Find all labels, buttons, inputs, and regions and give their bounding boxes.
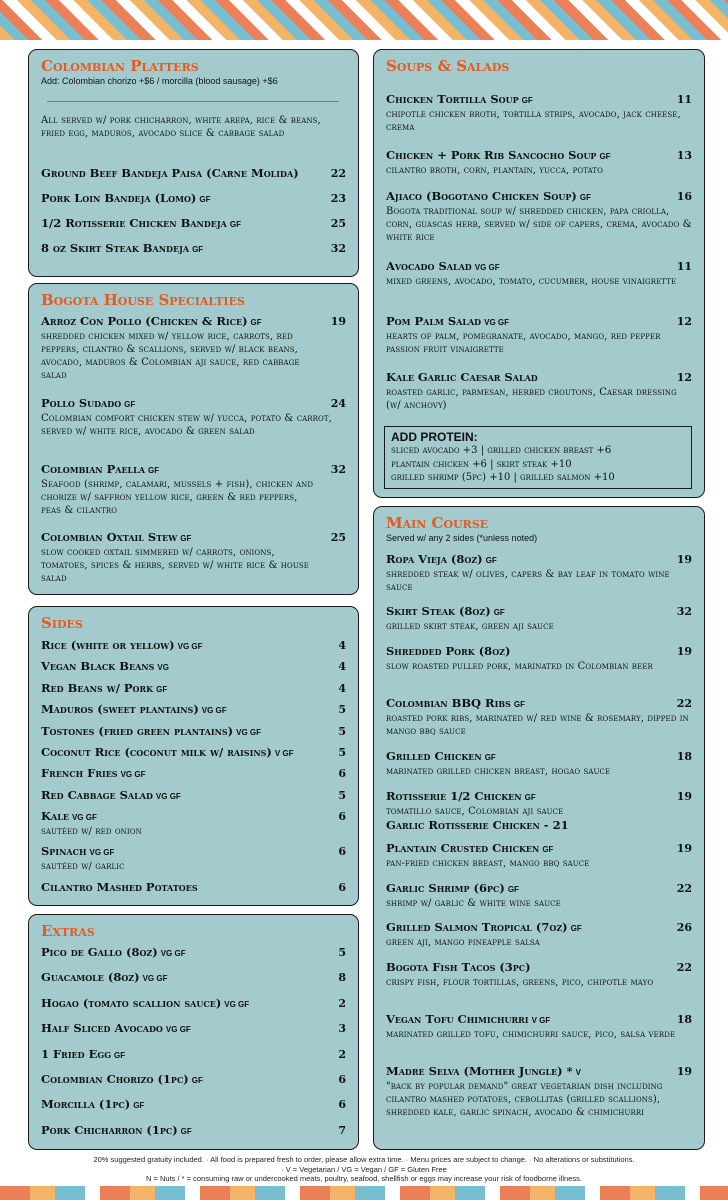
platters-divider bbox=[47, 101, 339, 102]
menu-item: Tostones (fried green plantains) VG GF 5 bbox=[41, 724, 346, 738]
protein-line: sliced avocado +3 | grilled chicken breast +6 bbox=[391, 445, 612, 456]
menu-item: Pollo Sudado GF 24 Colombian comfort chicken stew w/ yucca, potato & carrot, served w/ white rice, avocado & green salad bbox=[41, 396, 346, 437]
add-protein-title: ADD PROTEIN: bbox=[391, 430, 478, 444]
menu-item: Vegan Black Beans VG 4 bbox=[41, 659, 346, 673]
platters-title: Colombian Platters bbox=[41, 57, 199, 75]
menu-item: Cilantro Mashed Potatoes 6 bbox=[41, 880, 346, 894]
menu-item: Spinach VG GF 6 sautéed w/ garlic bbox=[41, 844, 346, 872]
menu-item: Maduros (sweet plantains) VG GF 5 bbox=[41, 702, 346, 716]
menu-item: French Fries VG GF 6 bbox=[41, 766, 346, 780]
add-protein-box bbox=[384, 426, 692, 489]
extras-panel bbox=[28, 914, 359, 1150]
menu-item: Garlic Shrimp (6pc) GF 22 shrimp w/ garlic & white wine sauce bbox=[386, 881, 692, 909]
menu-item: Red Beans w/ Pork GF 4 bbox=[41, 681, 346, 695]
menu-item: Colombian BBQ Ribs GF 22 roasted pork ribs, marinated w/ red wine & rosemary, dipped in mango bbq sauce bbox=[386, 696, 692, 737]
menu-item: Chicken Tortilla Soup GF 11 chipotle chicken broth, tortilla strips, avocado, jack cheese, crema bbox=[386, 92, 692, 133]
sides-panel bbox=[28, 606, 359, 906]
platters-panel bbox=[28, 49, 359, 277]
menu-item: Pork Chicharron (1pc) GF 7 bbox=[41, 1123, 346, 1137]
menu-item: Ground Beef Bandeja Paisa (Carne Molida) 22 bbox=[41, 166, 346, 180]
menu-item: Arroz Con Pollo (Chicken & Rice) GF 19 shredded chicken mixed w/ yellow rice, carrots, red peppers, cilantro & scallions, served w/ black beans, avocado, maduros & Colombian aji sauce, red cabbage salad bbox=[41, 314, 346, 381]
menu-item: Vegan Tofu Chimichurri V GF 18 marinated grilled tofu, chimichurri sauce, pico, salsa verde bbox=[386, 1012, 692, 1040]
menu-item: Skirt Steak (8oz) GF 32 grilled skirt steak, green aji sauce bbox=[386, 604, 692, 632]
menu-item: Pom Palm Salad VG GF 12 hearts of palm, pomegranate, avocado, mango, red pepper passion fruit vinaigrette bbox=[386, 314, 692, 355]
menu-item: Kale Garlic Caesar Salad 12 roasted garlic, parmesan, herbed croutons, Caesar dressing (w/ anchovy) bbox=[386, 370, 692, 411]
soups-salads-panel bbox=[373, 49, 705, 498]
specialties-panel bbox=[28, 283, 359, 595]
menu-item: Madre Selva (Mother Jungle) * V 19 "back by popular demand" great vegetarian dish including cilantro mashed potatoes, cebollitas (grilled scallions), shredded kale, garlic spinach, avocado & chimichurri bbox=[386, 1064, 692, 1118]
footer-line: 20% suggested gratuity included. · All food is prepared fresh to order, please allow extra time. · Menu prices are subject to change. · No alterations or substitutions. bbox=[93, 1155, 635, 1164]
menu-item: 8 oz Skirt Steak Bandeja GF 32 bbox=[41, 241, 346, 255]
footer-line: N = Nuts / * = consuming raw or undercooked meats, poultry, seafood, shellfish or eggs may increase your risk of foodborne illness. bbox=[146, 1174, 582, 1183]
menu-item: Colombian Oxtail Stew GF 25 slow cooked oxtail simmered w/ carrots, onions, tomatoes, spices & herbs, served w/ white rice & house salad bbox=[41, 530, 346, 584]
menu-item: Red Cabbage Salad VG GF 5 bbox=[41, 788, 346, 802]
menu-item: Avocado Salad VG GF 11 mixed greens, avocado, tomato, cucumber, house vinaigrette bbox=[386, 259, 692, 287]
menu-item: Colombian Chorizo (1pc) GF 6 bbox=[41, 1072, 346, 1086]
extras-title: Extras bbox=[41, 922, 95, 940]
platters-subtitle: Add: Colombian chorizo +$6 / morcilla (blood sausage) +$6 bbox=[41, 76, 278, 86]
protein-line: plantain chicken +6 | skirt steak +10 bbox=[391, 458, 572, 470]
menu-item: Grilled Salmon Tropical (7oz) GF 26 green aji, mango pineapple salsa bbox=[386, 920, 692, 948]
menu-item: Hogao (tomato scallion sauce) VG GF 2 bbox=[41, 996, 346, 1010]
decorative-top-border bbox=[0, 0, 728, 40]
menu-item: Rotisserie 1/2 Chicken GF 19 tomatillo sauce, Colombian aji sauce Garlic Rotisserie Chicken - 21 bbox=[386, 789, 692, 832]
footer-line: · V = Vegetarian / VG = Vegan / GF = Gluten Free bbox=[281, 1164, 447, 1174]
menu-item: Pork Loin Bandeja (Lomo) GF 23 bbox=[41, 191, 346, 205]
sides-title: Sides bbox=[41, 614, 83, 632]
menu-item: Ajiaco (Bogotano Chicken Soup) GF 16 Bogota traditional soup w/ shredded chicken, papa criolla, corn, guascas herb, served w/ side of capers, crema, avocado & white rice bbox=[386, 189, 692, 243]
footer bbox=[0, 1155, 728, 1184]
main-course-panel bbox=[373, 506, 705, 1150]
menu-item: Grilled Chicken GF 18 marinated grilled chicken breast, hogao sauce bbox=[386, 749, 692, 777]
menu-item: Half Sliced Avocado VG GF 3 bbox=[41, 1021, 346, 1035]
menu-item: 1 Fried Egg GF 2 bbox=[41, 1047, 346, 1061]
menu-item: Ropa Vieja (8oz) GF 19 shredded steak w/ olives, capers & bay leaf in tomato wine sauce bbox=[386, 552, 692, 593]
soups-title: Soups & Salads bbox=[386, 57, 510, 75]
menu-item: Morcilla (1pc) GF 6 bbox=[41, 1097, 346, 1111]
protein-line: grilled shrimp (5pc) +10 | grilled salmon +10 bbox=[391, 472, 615, 483]
decorative-bottom-border bbox=[0, 1186, 728, 1200]
menu-item: Shredded Pork (8oz) 19 slow roasted pulled pork, marinated in Colombian beer bbox=[386, 644, 692, 672]
menu-item: Coconut Rice (coconut milk w/ raisins) V GF 5 bbox=[41, 745, 346, 759]
menu-item: Chicken + Pork Rib Sancocho Soup GF 13 cilantro broth, corn, plantain, yucca, potato bbox=[386, 148, 692, 176]
menu-item: Plantain Crusted Chicken GF 19 pan-fried chicken breast, mango bbq sauce bbox=[386, 841, 692, 869]
menu-item: Bogota Fish Tacos (3pc) 22 crispy fish, flour tortillas, greens, pico, chipotle mayo bbox=[386, 960, 692, 988]
main-subtitle: Served w/ any 2 sides (*unless noted) bbox=[386, 533, 538, 543]
menu-item: Pico de Gallo (8oz) VG GF 5 bbox=[41, 945, 346, 959]
main-title: Main Course bbox=[386, 514, 489, 532]
menu-item: Colombian Paella GF 32 Seafood (shrimp, calamari, mussels + fish), chicken and chorize w/ saffron yellow rice, green & red peppers, peas & cilantro bbox=[41, 462, 346, 516]
specialties-title: Bogota House Specialties bbox=[41, 291, 245, 309]
menu-item: 1/2 Rotisserie Chicken Bandeja GF 25 bbox=[41, 216, 346, 230]
menu-item: Rice (white or yellow) VG GF 4 bbox=[41, 638, 346, 652]
menu-item: Kale VG GF 6 sautéed w/ red onion bbox=[41, 809, 346, 837]
platters-intro: All served w/ pork chicharron, white arepa, rice & beans, fried egg, maduros, avocado slice & cabbage salad bbox=[41, 115, 321, 139]
menu-item: Guacamole (8oz) VG GF 8 bbox=[41, 970, 346, 984]
